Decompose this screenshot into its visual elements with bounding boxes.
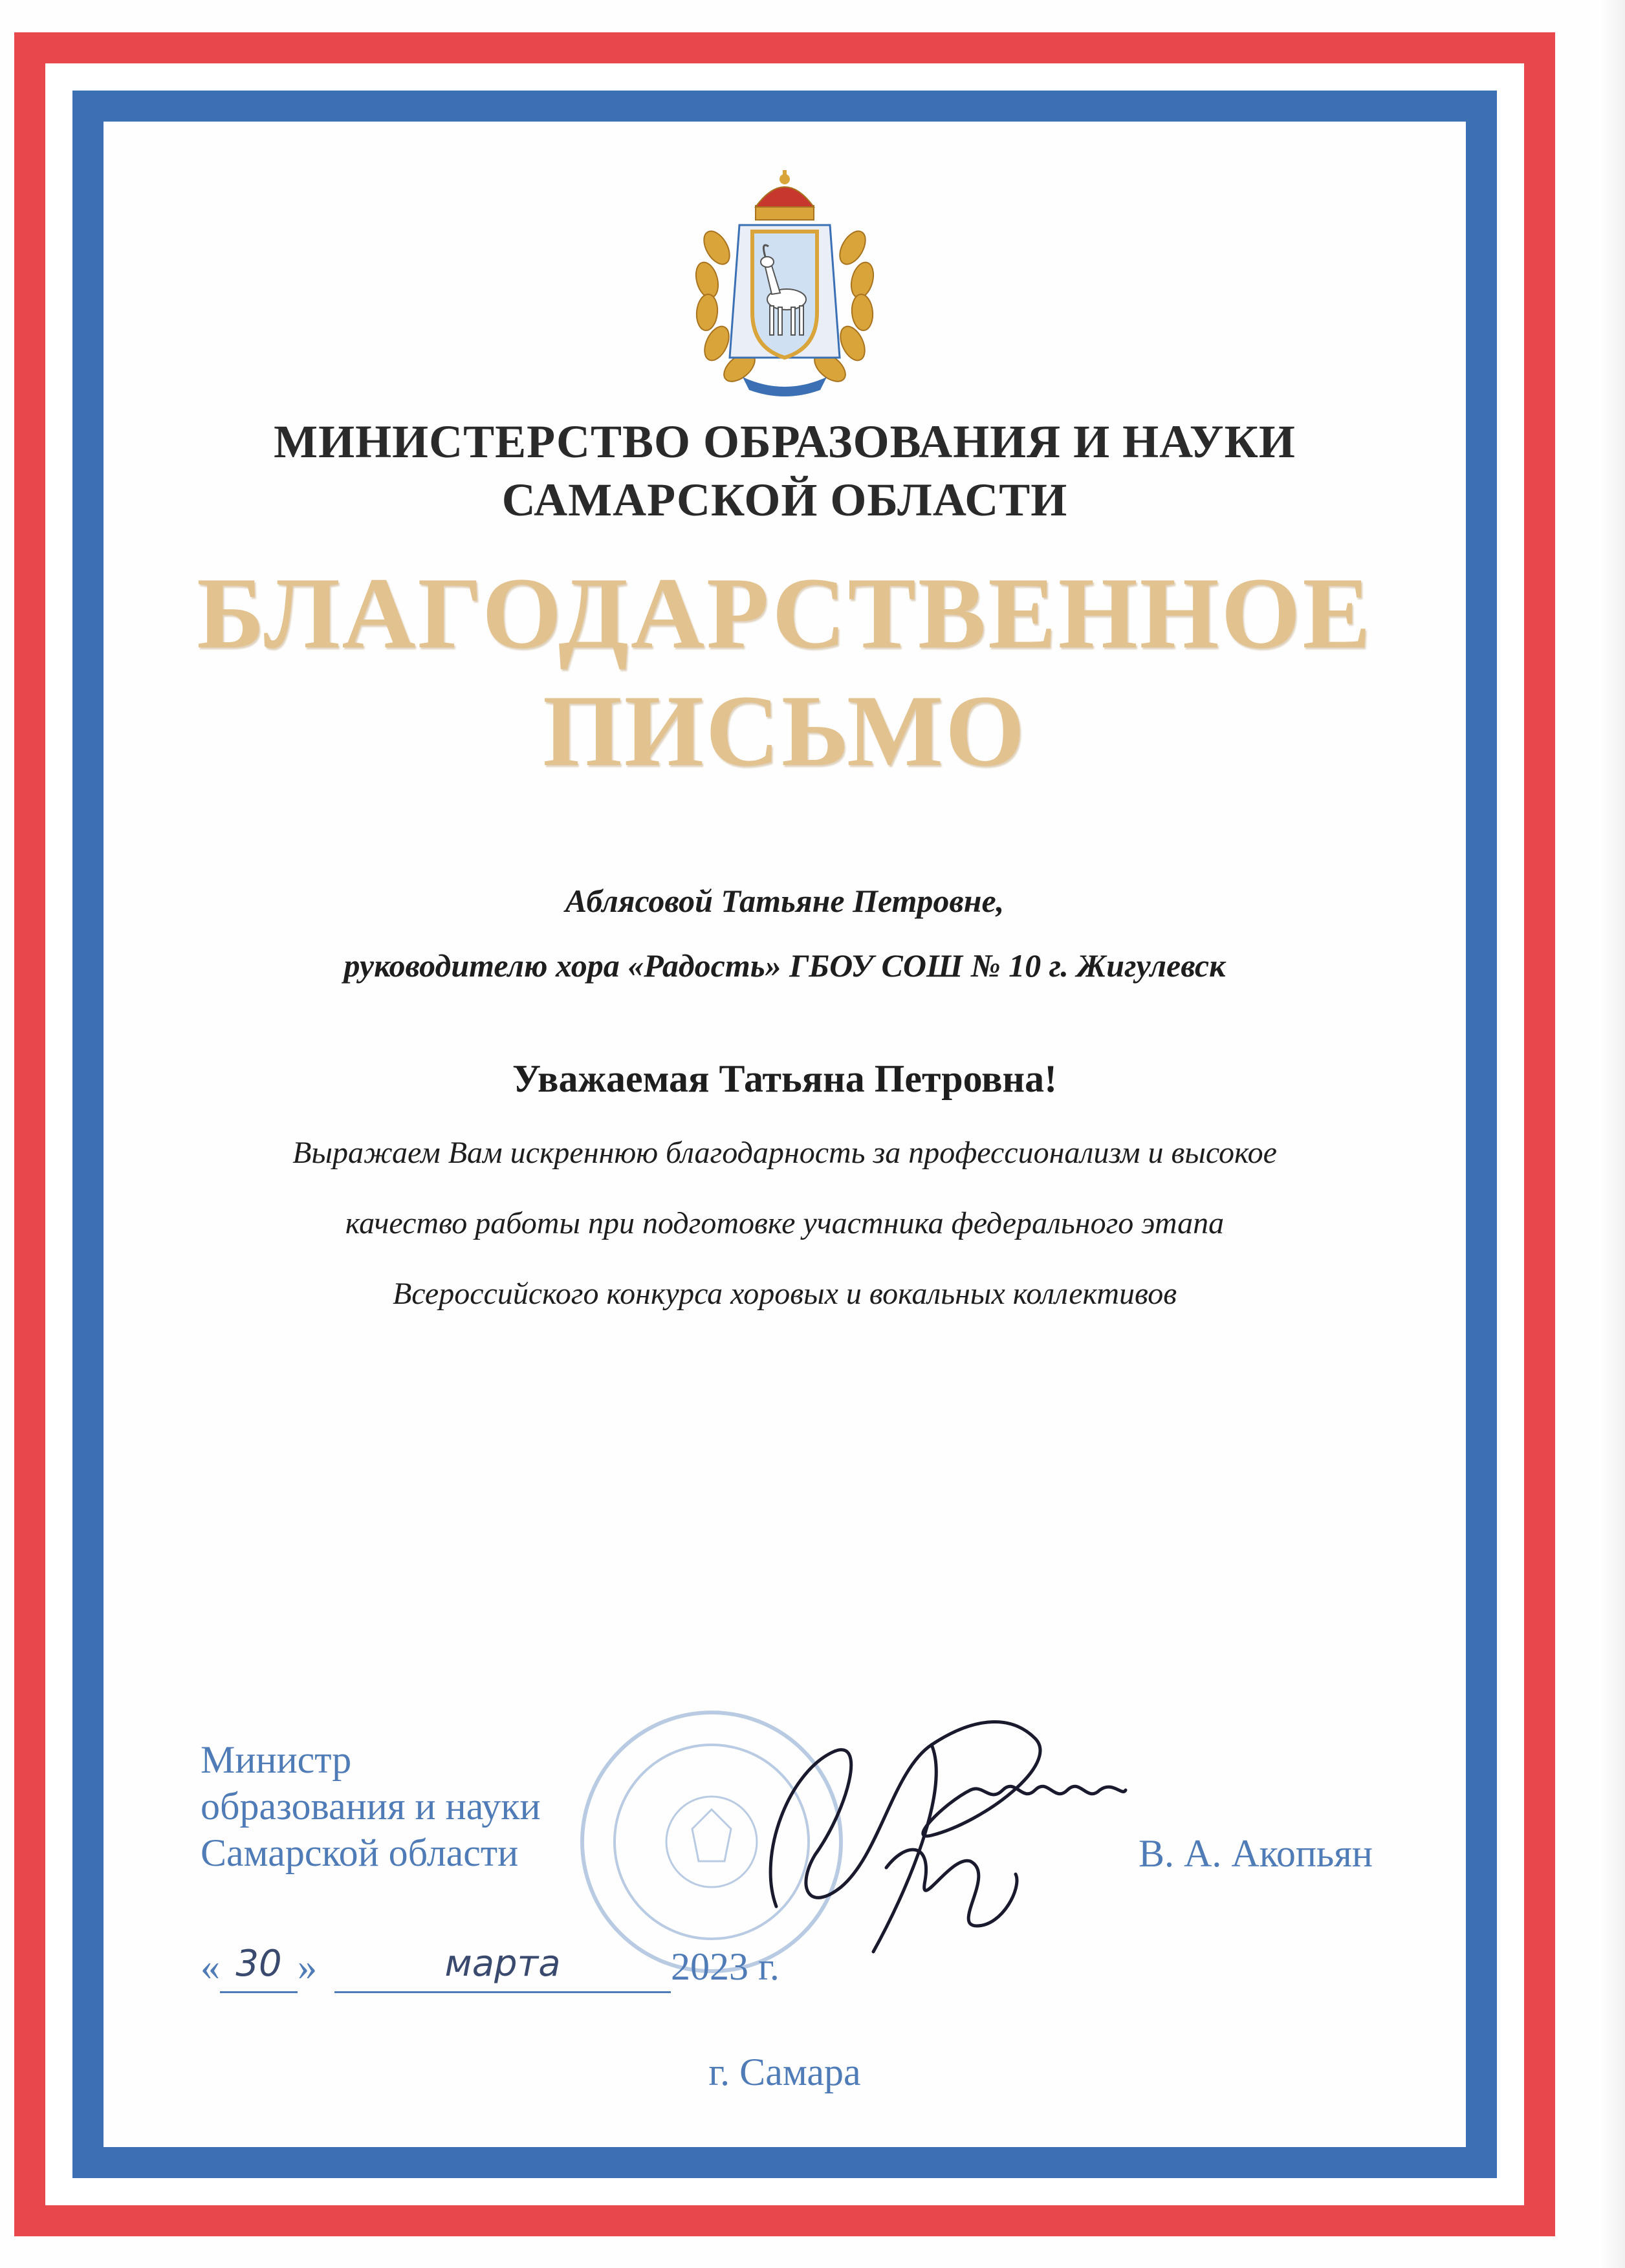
letter-body: [104, 1118, 1466, 1329]
recipient-block: [104, 869, 1466, 998]
ministry-line-2: САМАРСКОЙ ОБЛАСТИ: [501, 474, 1068, 526]
signer-title: [201, 1736, 541, 1876]
coat-of-arms-icon: [671, 170, 898, 403]
title-line-2: ПИСЬМО: [542, 675, 1027, 788]
document-title: [104, 555, 1466, 790]
scan-edge-shadow: [1599, 0, 1625, 2268]
date-day: 30: [235, 1943, 282, 1985]
signer-title-line-1: Министр: [201, 1738, 352, 1781]
letter-line-3: Всероссийского конкурса хоровых и вокальных коллективов: [392, 1277, 1177, 1311]
title-line-1: БЛАГОДАРСТВЕННОЕ: [197, 557, 1373, 670]
ministry-line-1: МИНИСТЕРСТВО ОБРАЗОВАНИЯ И НАУКИ: [274, 416, 1296, 468]
date-close-quote: »: [298, 1945, 317, 1988]
recipient-name: Аблясовой Татьяне Петровне,: [565, 883, 1005, 919]
handwritten-signature-icon: [737, 1693, 1139, 1984]
ministry-header: [104, 413, 1466, 529]
date-month-blank: [334, 1943, 671, 1993]
date-month: марта: [444, 1943, 561, 1985]
greeting: Уважаемая Татьяна Петровна!: [512, 1057, 1058, 1100]
signer-title-line-2: образования и науки: [201, 1785, 541, 1828]
signer-title-line-3: Самарской области: [201, 1831, 519, 1874]
issue-date: [201, 1943, 780, 1993]
letter-line-2: качество работы при подготовке участника федерального этапа: [345, 1206, 1225, 1240]
date-open-quote: «: [201, 1945, 220, 1988]
signer-name: В. А. Акопьян: [1139, 1832, 1373, 1875]
date-day-blank: [220, 1943, 298, 1993]
recipient-position: руководителю хора «Радость» ГБОУ СОШ № 10 г. Жигулевск: [344, 947, 1226, 984]
letter-line-1: Выражаем Вам искреннюю благодарность за профессионализм и высокое: [292, 1136, 1277, 1170]
city: г. Самара: [708, 2051, 861, 2093]
date-year: 2023 г.: [671, 1945, 780, 1988]
